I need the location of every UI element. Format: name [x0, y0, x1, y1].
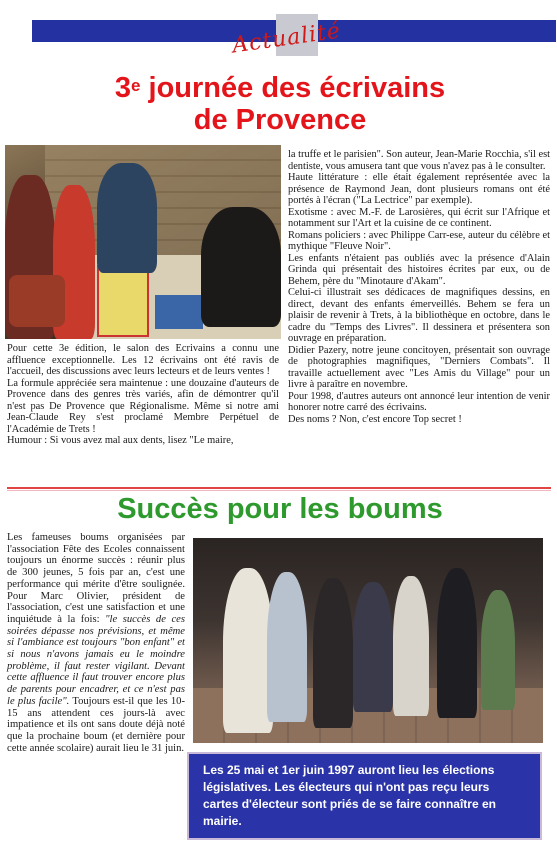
boum-photo: [193, 538, 543, 743]
title-line2: de Provence: [193, 104, 367, 136]
section-divider-shadow: [7, 490, 551, 491]
writers-photo: [5, 145, 281, 339]
article1-col2: [288, 149, 550, 425]
paragraph: Romans policiers : avec Philippe Carr-ese, auteur du célèbre et mythique "Fleuve Noir".: [288, 229, 550, 252]
dancer: [267, 572, 307, 722]
paragraph: Pour 1998, d'autres auteurs ont annoncé leur intention de venir honorer notre carré des écrivains.: [288, 390, 550, 413]
intro-text: Les fameuses boums organisées par l'association Fête des Ecoles connaissent toujours un énorme succès : réunir plus de 300 jeunes, 5 fois par an, c'est une performance qui mérite d'être soulignée. Pour Marc Olivier, président de l'association, c'est une satisfaction et une inquiétude à la fois:: [7, 532, 185, 625]
title-sup: e: [131, 76, 141, 95]
section-divider: [7, 487, 551, 489]
dancer: [481, 590, 515, 710]
article1-col1: [7, 343, 279, 447]
paragraph: Didier Pazery, notre jeune concitoyen, présentait son ouvrage de photographies magnifiques, "Derniers Combats". Il travaille actuellement avec "Les Amis du Village" pour un livre à paraître en novembre.: [288, 344, 550, 390]
dancer: [353, 582, 393, 712]
dancer: [393, 576, 429, 716]
person: [97, 163, 157, 273]
title-number: 3: [114, 72, 131, 104]
paragraph: Humour : Si vous avez mal aux dents, lisez "Le maire,: [7, 435, 234, 446]
paragraph: Pour cette 3e édition, le salon des Ecrivains a connu une affluence exceptionnelle. Les 12 écrivains ont été ravis de l'accueil, des discussions avec leurs lecteurs et de leurs ventes !: [7, 343, 279, 377]
article2-text: [7, 532, 185, 754]
dancer: [437, 568, 477, 718]
paragraph: Exotisme : avec M.-F. de Larosières, qui écrit sur l'Afrique et notamment sur l'Art et la cuisine de ce continent.: [288, 206, 550, 229]
paragraph: Celui-ci illustrait ses dédicaces de magnifiques dessins, en direct, devant des enfants émerveillés. Behem se fera un plaisir de revenir à Trets, à la bibliothèque en octobre, dans le cadre du "Temps des Livres". Il dessinera et présentera son ouvrage en préparation.: [288, 287, 550, 344]
paragraph: Des noms ? Non, c'est encore Top secret !: [288, 413, 462, 425]
quote-text: "le succès de ces soirées dépasse nos prévisions, et même si l'ambiance est toujours "bon enfant" et si nous n'avons jamais eu le moindre problème, il faut rester vigilant. Devant cette affluence il faut trouver encore plus de parents pour encadrer, et ce n'est pas le plus facile".: [7, 613, 185, 707]
elections-notice: [187, 752, 542, 840]
paragraph: la truffe et le parisien". Son auteur, Jean-Marie Rocchia, s'il est dentiste, vous amusera tant que vous n'avez pas à le consulter.: [288, 149, 551, 172]
paragraph: La formule appréciée sera maintenue : une douzaine d'auteurs de Provence dans des genres très variés, afin de démontrer qu'il n'est pas De Provence que Régionalisme. Même si notre ami Jean-Claude Rey s'est proclamé Membre Perpétuel de l'Académie de Trets !: [7, 377, 279, 435]
dancer: [223, 568, 273, 733]
paragraph: [7, 532, 185, 754]
article2-title: Succès pour les boums: [117, 493, 443, 525]
paragraph: Les enfants n'étaient pas oubliés avec la présence d'Alain Grinda qui présentait des histoires écrites par eux, ou de Behem, père du "Minotaure d'Akam".: [288, 252, 550, 287]
closing-text: Toujours est-il que les 10-15 ans attendent ces jours-là avec impatience et ils ont sans doute déjà noté que la prochaine boum (et dernière pour cette année scolaire) aurait lieu le 31 juin.: [7, 695, 185, 754]
poster: [97, 265, 149, 337]
title-rest: journée des écrivains: [140, 72, 446, 104]
article1-title: [80, 72, 480, 136]
notice-text: Les 25 mai et 1er juin 1997 auront lieu les élections législatives. Les électeurs qui n'ont pas reçu leurs cartes d'électeur sont priés de se faire connaître en mairie.: [203, 763, 496, 828]
handbag: [9, 275, 65, 327]
paragraph: Haute littérature : elle était également représentée avec la présence de Raymond Jean, dont plusieurs romans ont été portés à l'écran ("La Lectrice" par exemple).: [288, 172, 550, 206]
section-label: Actualité: [230, 18, 343, 59]
dancer: [313, 578, 353, 728]
person: [201, 207, 281, 327]
book: [155, 295, 203, 329]
